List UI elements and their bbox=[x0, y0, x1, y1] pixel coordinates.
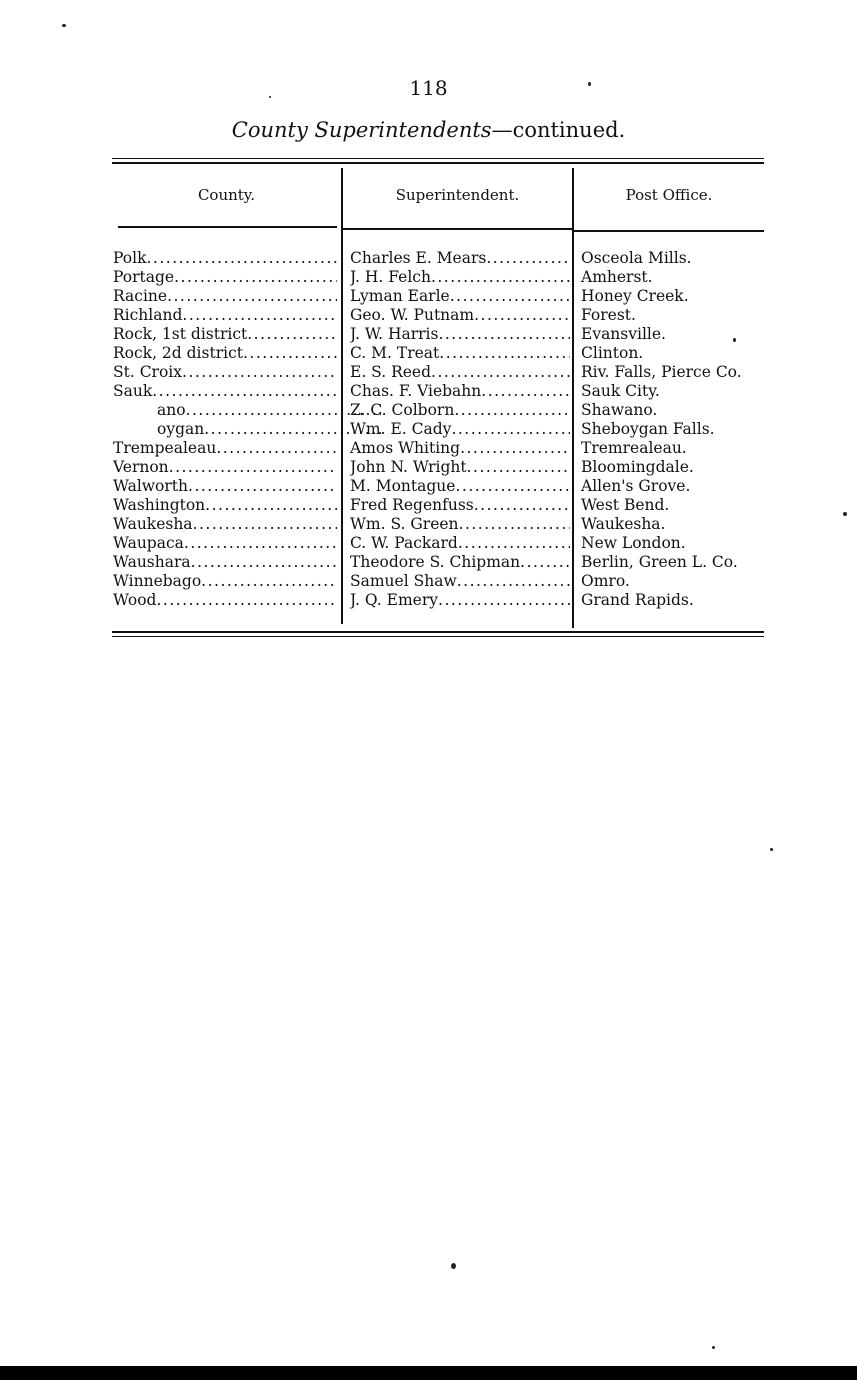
table-row bbox=[0, 401, 857, 420]
post-office-cell: Omro. bbox=[581, 572, 630, 590]
table-row bbox=[0, 325, 857, 344]
top-rule-thin bbox=[112, 158, 764, 159]
superintendent-name: Samuel Shaw bbox=[350, 572, 457, 590]
table-row bbox=[0, 591, 857, 610]
scan-speck bbox=[451, 1263, 456, 1269]
table-row bbox=[0, 249, 857, 268]
county-cell bbox=[113, 287, 337, 306]
county-name: Sauk bbox=[113, 382, 153, 400]
dot-leader bbox=[431, 363, 570, 382]
superintendent-cell bbox=[350, 458, 570, 477]
county-name: Richland bbox=[113, 306, 183, 324]
dot-leader bbox=[431, 268, 570, 287]
table-row bbox=[0, 382, 857, 401]
county-name: Rock, 1st district bbox=[113, 325, 248, 343]
dot-leader bbox=[205, 496, 337, 515]
county-name: Vernon bbox=[113, 458, 169, 476]
county-name: Waukesha bbox=[113, 515, 193, 533]
dot-leader bbox=[459, 515, 570, 534]
post-office-cell: Riv. Falls, Pierce Co. bbox=[581, 363, 742, 381]
dot-leader bbox=[188, 477, 337, 496]
dot-leader bbox=[167, 287, 337, 306]
post-office-cell: Evansville. bbox=[581, 325, 666, 343]
superintendent-cell bbox=[350, 496, 570, 515]
table-row bbox=[0, 344, 857, 363]
post-office-cell: Forest. bbox=[581, 306, 636, 324]
post-office-cell: New London. bbox=[581, 534, 686, 552]
title-dash: — bbox=[491, 118, 513, 142]
dot-leader bbox=[486, 249, 570, 268]
superintendent-name: Wm. E. Cady bbox=[350, 420, 452, 438]
dot-leader bbox=[247, 325, 337, 344]
dot-leader bbox=[454, 401, 570, 420]
county-name: Trempealeau bbox=[113, 439, 217, 457]
superintendent-name: J. Q. Emery bbox=[350, 591, 439, 609]
table-row bbox=[0, 515, 857, 534]
dot-leader bbox=[451, 420, 570, 439]
scan-speck bbox=[843, 512, 847, 516]
table-row bbox=[0, 572, 857, 591]
table-row bbox=[0, 306, 857, 325]
dot-leader bbox=[455, 477, 570, 496]
county-name: oygan bbox=[157, 420, 205, 438]
scan-speck bbox=[712, 1346, 715, 1349]
county-name: Waushara bbox=[113, 553, 191, 571]
county-name: Racine bbox=[113, 287, 168, 305]
post-office-cell: Honey Creek. bbox=[581, 287, 689, 305]
county-name: Portage bbox=[113, 268, 175, 286]
dot-leader bbox=[191, 553, 337, 572]
table-row bbox=[0, 534, 857, 553]
dot-leader bbox=[467, 458, 570, 477]
bottom-rule-thick bbox=[112, 631, 764, 633]
county-cell bbox=[113, 268, 337, 287]
county-cell bbox=[113, 515, 337, 534]
post-office-cell: Waukesha. bbox=[581, 515, 666, 533]
title-continued: continued. bbox=[512, 118, 626, 142]
post-office-cell: Sauk City. bbox=[581, 382, 660, 400]
superintendent-name: M. Montague bbox=[350, 477, 456, 495]
post-office-cell: Grand Rapids. bbox=[581, 591, 694, 609]
post-office-cell: Clinton. bbox=[581, 344, 644, 362]
superintendent-cell bbox=[350, 306, 570, 325]
dot-leader bbox=[439, 344, 570, 363]
superintendent-cell bbox=[350, 382, 570, 401]
superintendent-cell bbox=[350, 401, 570, 420]
table-row bbox=[0, 439, 857, 458]
county-cell bbox=[113, 249, 337, 268]
dot-leader bbox=[450, 287, 570, 306]
post-office-cell: Berlin, Green L. Co. bbox=[581, 553, 738, 571]
superintendent-cell bbox=[350, 591, 570, 610]
post-office-cell: Shawano. bbox=[581, 401, 658, 419]
superintendent-name: Theodore S. Chipman bbox=[350, 553, 521, 571]
scan-speck bbox=[733, 338, 736, 342]
table-row bbox=[0, 458, 857, 477]
county-cell bbox=[113, 382, 337, 401]
county-cell bbox=[113, 344, 337, 363]
table-body bbox=[0, 249, 857, 610]
dot-leader bbox=[520, 553, 570, 572]
dot-leader bbox=[474, 496, 570, 515]
bottom-rule-thin bbox=[112, 636, 764, 637]
dot-leader bbox=[438, 325, 570, 344]
title-italic: County Superintendents bbox=[231, 118, 492, 142]
dot-leader bbox=[216, 439, 337, 458]
superintendent-name: J. W. Harris bbox=[350, 325, 439, 343]
column-header-superintendent: Superintendent. bbox=[395, 186, 520, 204]
dot-leader bbox=[193, 515, 337, 534]
table-row bbox=[0, 553, 857, 572]
superintendent-cell bbox=[350, 287, 570, 306]
superintendent-cell bbox=[350, 477, 570, 496]
county-cell bbox=[113, 363, 337, 382]
superintendent-name: Amos Whiting bbox=[350, 439, 461, 457]
top-rule-thick bbox=[112, 162, 764, 164]
county-cell bbox=[113, 420, 381, 439]
superintendent-name: Chas. F. Viebahn bbox=[350, 382, 482, 400]
superintendent-cell bbox=[350, 420, 570, 439]
dot-leader bbox=[474, 306, 570, 325]
post-office-cell: West Bend. bbox=[581, 496, 670, 514]
dot-leader bbox=[201, 572, 337, 591]
county-name: ano bbox=[157, 401, 186, 419]
dot-leader bbox=[169, 458, 337, 477]
county-cell bbox=[113, 553, 337, 572]
county-name: Polk bbox=[113, 249, 147, 267]
scan-bottom-edge bbox=[0, 1366, 857, 1380]
dot-leader bbox=[182, 363, 337, 382]
superintendent-cell bbox=[350, 553, 570, 572]
post-office-cell: Allen's Grove. bbox=[581, 477, 691, 495]
table-row bbox=[0, 477, 857, 496]
column-header-county: County. bbox=[197, 186, 256, 204]
county-cell bbox=[113, 496, 337, 515]
superintendent-cell bbox=[350, 363, 570, 382]
dot-leader bbox=[152, 382, 337, 401]
dot-leader bbox=[182, 306, 337, 325]
header-underline-post-office bbox=[574, 230, 764, 232]
superintendent-cell bbox=[350, 572, 570, 591]
scan-speck bbox=[770, 848, 773, 851]
post-office-cell: Sheboygan Falls. bbox=[581, 420, 715, 438]
table-row bbox=[0, 287, 857, 306]
dot-leader bbox=[460, 439, 570, 458]
dot-leader bbox=[184, 534, 337, 553]
superintendent-cell bbox=[350, 249, 570, 268]
county-name: Winnebago bbox=[113, 572, 202, 590]
dot-leader bbox=[156, 591, 337, 610]
superintendent-cell bbox=[350, 439, 570, 458]
post-office-cell: Osceola Mills. bbox=[581, 249, 692, 267]
superintendent-name: J. H. Felch bbox=[350, 268, 431, 286]
superintendent-cell bbox=[350, 344, 570, 363]
county-name: Wood bbox=[113, 591, 157, 609]
county-name: Walworth bbox=[113, 477, 189, 495]
table-row bbox=[0, 268, 857, 287]
superintendent-name: Z. C. Colborn bbox=[350, 401, 455, 419]
post-office-cell: Bloomingdale. bbox=[581, 458, 694, 476]
scan-speck bbox=[62, 24, 66, 27]
dot-leader bbox=[438, 591, 570, 610]
superintendent-name: Charles E. Mears bbox=[350, 249, 487, 267]
dot-leader bbox=[146, 249, 337, 268]
header-underline-superintendent bbox=[343, 228, 572, 230]
county-name: Rock, 2d district bbox=[113, 344, 243, 362]
county-cell bbox=[113, 325, 337, 344]
county-cell bbox=[113, 306, 337, 325]
dot-leader bbox=[174, 268, 337, 287]
scan-speck bbox=[269, 96, 271, 98]
superintendent-cell bbox=[350, 268, 570, 287]
page-number: 118 bbox=[409, 76, 448, 100]
superintendent-name: C. W. Packard bbox=[350, 534, 458, 552]
county-cell bbox=[113, 477, 337, 496]
page-title bbox=[0, 118, 857, 142]
table-row bbox=[0, 363, 857, 382]
table-row bbox=[0, 496, 857, 515]
county-name: Washington bbox=[113, 496, 206, 514]
table-row bbox=[0, 420, 857, 439]
superintendent-name: Geo. W. Putnam bbox=[350, 306, 475, 324]
superintendent-cell bbox=[350, 325, 570, 344]
county-cell bbox=[113, 401, 381, 420]
county-name: St. Croix bbox=[113, 363, 183, 381]
column-header-post-office: Post Office. bbox=[625, 186, 713, 204]
county-cell bbox=[113, 458, 337, 477]
dot-leader bbox=[243, 344, 337, 363]
post-office-cell: Tremrealeau. bbox=[581, 439, 687, 457]
header-underline-county bbox=[118, 226, 337, 228]
county-cell bbox=[113, 591, 337, 610]
superintendent-cell bbox=[350, 534, 570, 553]
superintendent-cell bbox=[350, 515, 570, 534]
county-cell bbox=[113, 534, 337, 553]
dot-leader bbox=[457, 572, 570, 591]
post-office-cell: Amherst. bbox=[581, 268, 653, 286]
county-cell bbox=[113, 439, 337, 458]
superintendent-name: C. M. Treat bbox=[350, 344, 440, 362]
dot-leader bbox=[458, 534, 570, 553]
superintendent-name: Wm. S. Green bbox=[350, 515, 459, 533]
scan-speck bbox=[588, 82, 591, 86]
county-cell bbox=[113, 572, 337, 591]
superintendent-name: John N. Wright bbox=[350, 458, 467, 476]
county-name: Waupaca bbox=[113, 534, 184, 552]
dot-leader bbox=[481, 382, 570, 401]
superintendent-name: Fred Regenfuss bbox=[350, 496, 474, 514]
superintendent-name: Lyman Earle bbox=[350, 287, 450, 305]
superintendent-name: E. S. Reed bbox=[350, 363, 432, 381]
